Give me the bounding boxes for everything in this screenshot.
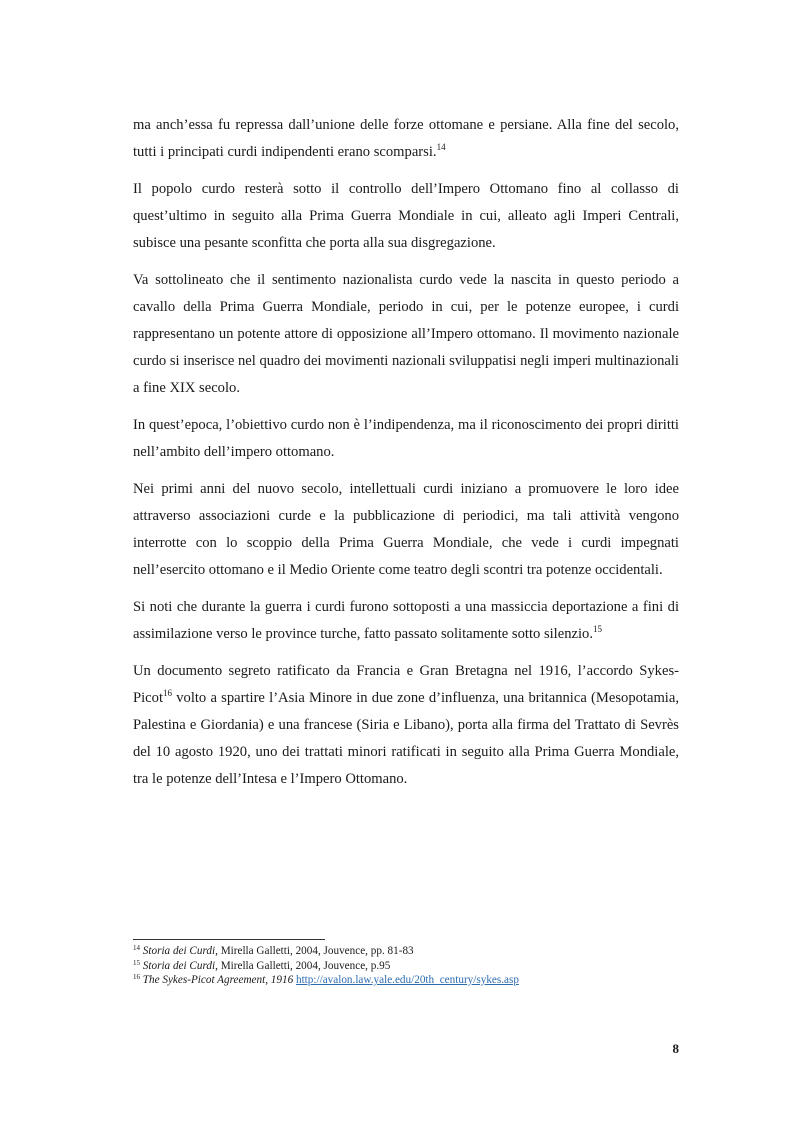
footnote-text: , Mirella Galletti, 2004, Jouvence, pp. 81-83: [215, 945, 414, 957]
footnote-number: 15: [133, 958, 140, 967]
footnote-number: 16: [133, 973, 140, 981]
page-number: 8: [672, 1041, 679, 1056]
footnote-separator: [133, 939, 325, 940]
footnote-link[interactable]: http://avalon.law.yale.edu/20th_century/sykes.asp: [295, 974, 519, 986]
footnote-ref-14[interactable]: 14: [436, 142, 446, 152]
paragraph-1-text: ma anch’essa fu repressa dall’unione delle forze ottomane e persiane. Alla fine del secolo, tutti i principati curdi indipendenti erano scomparsi.: [133, 117, 679, 160]
paragraph-2-text: Il popolo curdo resterà sotto il controllo dell’Impero Ottomano fino al collasso di quest’ultimo in seguito alla Prima Guerra Mondiale in cui, alleato agli Imperi Centrali, subisce una pesante sconfitta che porta alla sua disgregazione.: [133, 181, 679, 251]
paragraph-4-text: In quest’epoca, l’obiettivo curdo non è l’indipendenza, ma il riconoscimento dei propri diritti nell’ambito dell’impero ottomano.: [133, 417, 679, 460]
paragraph-7-text-after: volto a spartire l’Asia Minore in due zone d’influenza, una britannica (Mesopotamia, Palestina e Giordania) e una francese (Siria e Libano), porta alla firma del Trattato di Sevrès del 10 agosto 1920, uno dei trattati minori ratificati in seguito alla Prima Guerra Mondiale, tra le potenze dell’Intesa e l’Impero Ottomano.: [133, 690, 679, 787]
footnote-ref-16[interactable]: 16: [163, 688, 172, 698]
footnote-ref-15[interactable]: 15: [592, 624, 602, 634]
footnote-16: [133, 973, 679, 988]
paragraph-5: [133, 476, 679, 584]
paragraph-7-text-before: Un documento segreto ratificato da Francia e Gran Bretagna nel 1916, l’accordo Sykes-Picot: [133, 663, 679, 706]
footnote-number: 14: [133, 944, 140, 952]
paragraph-7: [133, 658, 679, 793]
footnote-14: [133, 944, 679, 959]
paragraph-3: [133, 267, 679, 402]
paragraph-4: [133, 412, 679, 466]
paragraph-1: [133, 112, 679, 166]
paragraph-6-text: Si noti che durante la guerra i curdi furono sottoposti a una massiccia deportazione a fini di assimilazione verso le province turche, fatto passato solitamente sotto silenzio.: [133, 599, 679, 642]
footnote-15: [133, 959, 679, 974]
paragraph-6: [133, 594, 679, 648]
footnote-title: Storia dei Curdi: [142, 959, 216, 972]
footnotes: [133, 944, 679, 988]
footnote-title: The Sykes-Picot Agreement, 1916: [142, 974, 294, 986]
footnote-text: , Mirella Galletti, 2004, Jouvence, p.95: [215, 959, 391, 972]
paragraph-5-text: Nei primi anni del nuovo secolo, intellettuali curdi iniziano a promuovere le loro idee attraverso associazioni curde e la pubblicazione di periodici, ma tali attività vengono interrotte con lo scoppio della Prima Guerra Mondiale, che vede i curdi impegnati nell’esercito ottomano e il Medio Oriente come teatro degli scontri tra potenze occidentali.: [133, 481, 679, 578]
footnote-title: Storia dei Curdi: [142, 945, 216, 957]
paragraph-3-text: Va sottolineato che il sentimento nazionalista curdo vede la nascita in questo periodo a cavallo della Prima Guerra Mondiale, periodo in cui, per le potenze europee, i curdi rappresentano un potente attore di opposizione all’Impero ottomano. Il movimento nazionale curdo si inserisce nel quadro dei movimenti nazionali sviluppatisi negli imperi multinazionali a fine XIX secolo.: [133, 272, 679, 396]
body-text: [133, 112, 679, 803]
paragraph-2: [133, 176, 679, 257]
